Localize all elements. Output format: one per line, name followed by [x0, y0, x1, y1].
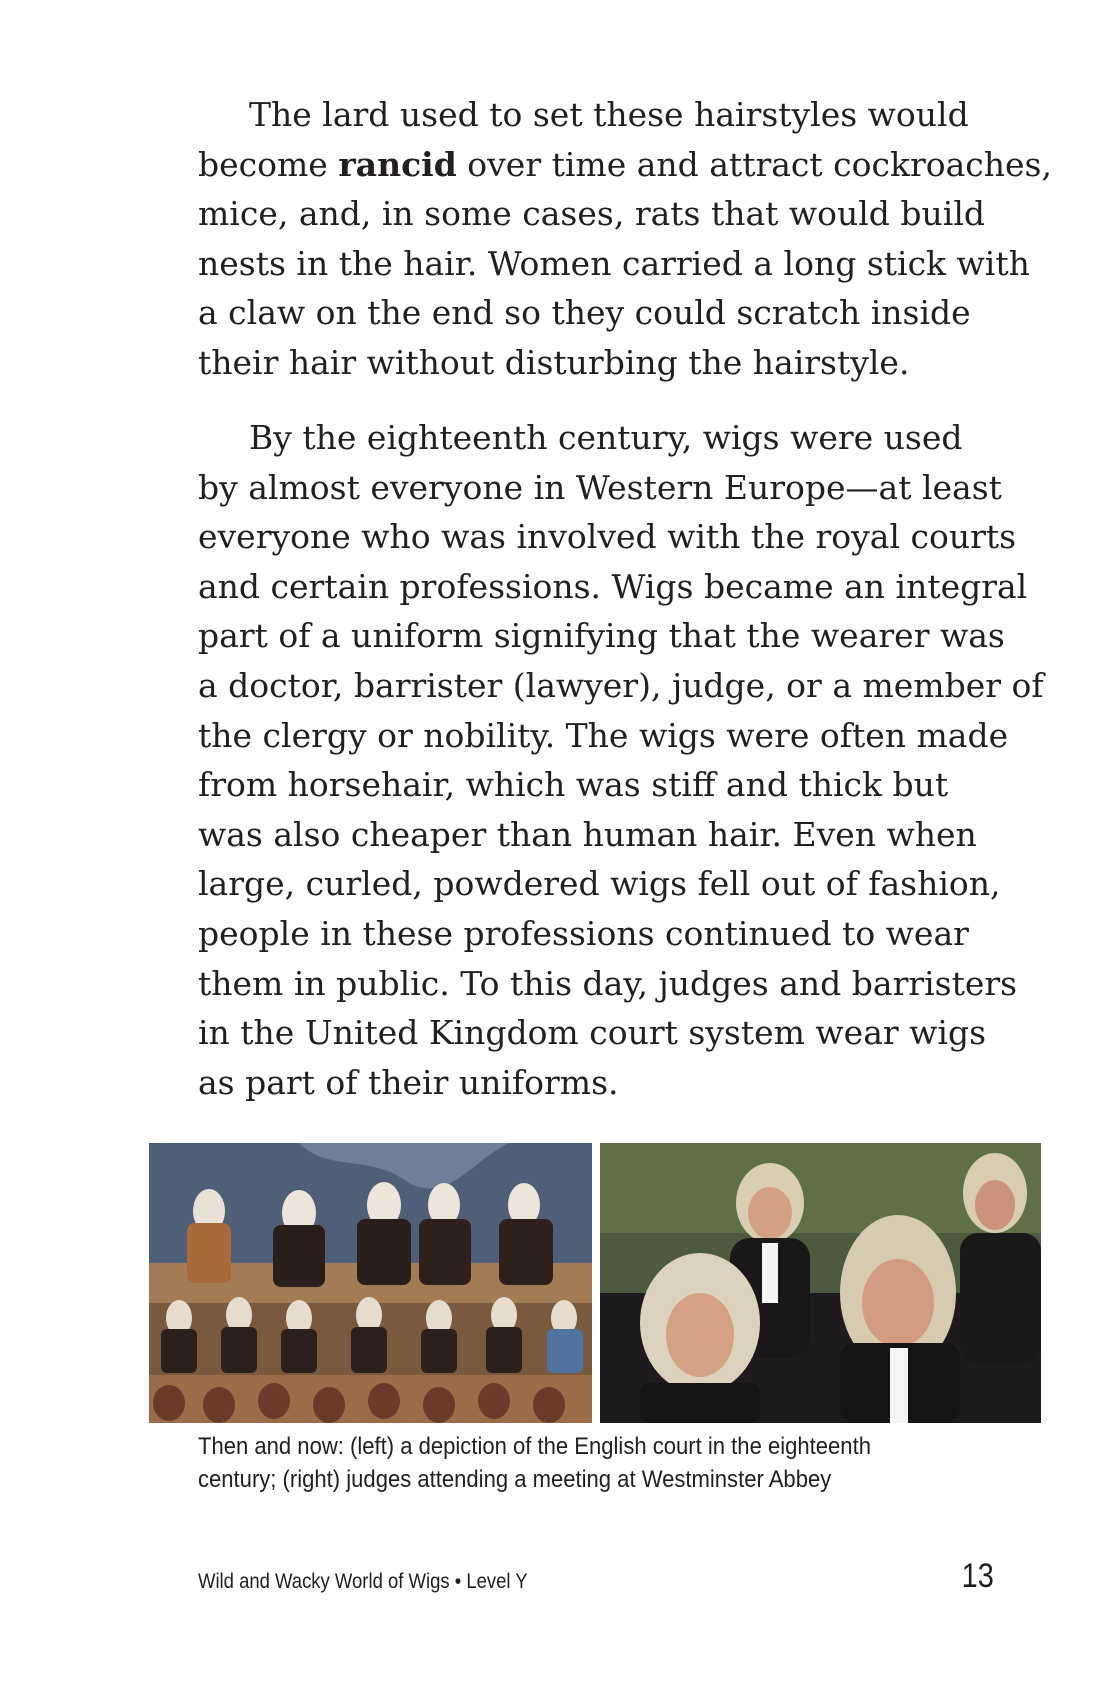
caption-line: Then and now: (left) a depiction of the English court in the eighteenth — [198, 1433, 871, 1460]
paragraph-lard-hairstyles — [198, 90, 1052, 388]
text-line: as part of their uniforms. — [198, 1062, 619, 1102]
text-run: over time and attract cockroaches, — [456, 144, 1052, 184]
text-line: large, curled, powdered wigs fell out of fashion, — [198, 864, 1001, 904]
caption-line: century; (right) judges attending a meeting at Westminster Abbey — [198, 1466, 832, 1493]
text-line: a claw on the end so they could scratch inside — [198, 293, 971, 333]
photo-eighteenth-century-court-painting — [149, 1143, 592, 1423]
modern-judges-illustration — [600, 1143, 1041, 1423]
text-line: them in public. To this day, judges and barristers — [198, 963, 1018, 1003]
text-line: The lard used to set these hairstyles would — [249, 95, 969, 134]
text-line: the clergy or nobility. The wigs were often made — [198, 715, 1009, 755]
text-line: everyone who was involved with the royal courts — [198, 517, 1017, 557]
page-number: 13 — [961, 1557, 994, 1595]
text-run: become — [198, 144, 339, 184]
photo-judges-westminster-abbey — [600, 1143, 1041, 1423]
text-line: in the United Kingdom court system wear wigs — [198, 1013, 987, 1053]
text-line: people in these professions continued to wear — [198, 913, 969, 953]
text-line: and certain professions. Wigs became an integral — [198, 566, 1028, 606]
photo-caption — [198, 1430, 1038, 1496]
footer-book-title: Wild and Wacky World of Wigs • Level Y — [198, 1570, 528, 1593]
text-line: was also cheaper than human hair. Even when — [198, 814, 977, 854]
vocabulary-word-rancid: rancid — [338, 144, 457, 184]
text-line: part of a uniform signifying that the wearer was — [198, 616, 1005, 656]
text-line: from horsehair, which was stiff and thick but — [198, 765, 949, 805]
text-line: nests in the hair. Women carried a long stick with — [198, 243, 1030, 283]
paragraph-eighteenth-century-wigs — [198, 413, 1044, 1107]
court-painting-illustration — [149, 1143, 592, 1423]
text-line — [198, 140, 1052, 190]
text-line: by almost everyone in Western Europe—at least — [198, 467, 1002, 507]
text-line: mice, and, in some cases, rats that would build — [198, 194, 986, 234]
text-line: a doctor, barrister (lawyer), judge, or a member of — [198, 665, 1044, 705]
text-line: their hair without disturbing the hairstyle. — [198, 342, 910, 382]
text-line: By the eighteenth century, wigs were used — [249, 418, 963, 457]
